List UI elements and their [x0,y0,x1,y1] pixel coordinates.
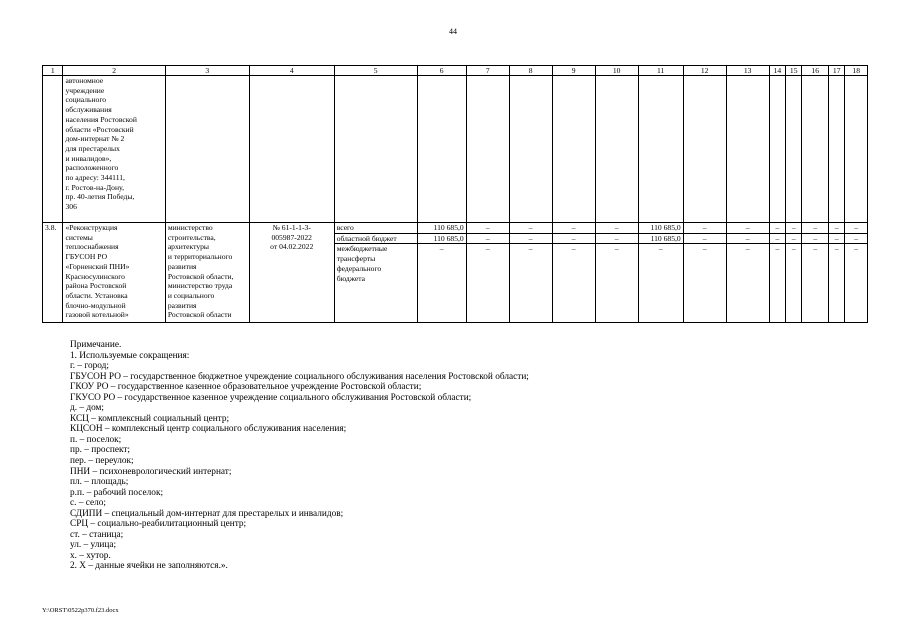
abbreviation-line: КЦСОН – комплексный центр социального обслуживания населения; [70,424,347,435]
value-cell: – [726,244,769,323]
abbreviation-line: ГБУСОН РО – государственное бюджетное учреждение социального обслуживания населения Ростовской области; [70,371,529,382]
value-cell: – [509,223,552,234]
value-cell: – [552,233,595,244]
value-cell: – [769,244,785,323]
col-header: 9 [552,66,595,76]
col-header: 3 [165,66,249,76]
col-header: 1 [43,66,63,76]
abbreviation-line: д. – дом; [70,403,105,414]
col-header: 11 [638,66,683,76]
value-cell: – [552,223,595,234]
object-name-cell: автономное учреждение социального обслуживания населения Ростовской области «Ростовский дом-интернат № 2 для престарелых и инвалидов», расположенного по адресу: 344111, г. Ростов-на-Дону, пр. 40-летия Победы, 306 [63,76,165,223]
value-cell: – [769,223,785,234]
value-cell: – [802,244,829,323]
value-cell: – [417,244,466,323]
file-path-footer: Y:\ORST\0522p370.f23.docx [42,607,119,614]
notes-section [70,340,850,572]
value-cell: – [509,244,552,323]
abbreviation-line: пл. – площадь; [70,477,129,488]
value-cell: – [595,233,638,244]
value-cell: – [466,223,509,234]
abbreviation-line: СРЦ – социально-реабилитационный центр; [70,519,247,530]
abbreviation-line: СДИПИ – специальный дом-интернат для престарелых и инвалидов; [70,508,344,519]
value-cell: – [683,233,726,244]
value-cell: – [595,244,638,323]
notes-title: Примечание. [70,340,122,350]
col-header: 18 [845,66,868,76]
executor-cell: министерство строительства, архитектуры и территориального развития Ростовской области, министерство труда и социального развития Ростовской области [165,223,249,323]
col-header: 12 [683,66,726,76]
abbreviation-line: пер. – переулок; [70,456,134,467]
col-header: 15 [786,66,802,76]
object-name-cell: «Реконструкция системы теплоснабжения ГБУСОН РО «Горненский ПНИ» Красносулинского района Ростовской области. Установка блочно-модульной газовой котельной» [63,223,165,323]
col-header: 5 [334,66,417,76]
notes-item-1: 1. Используемые сокращения: [70,350,190,361]
row-number: 3.8. [43,223,63,323]
value-cell: 110 685,0 [417,223,466,234]
col-header: 10 [595,66,638,76]
value-cell: – [595,223,638,234]
value-cell: – [466,233,509,244]
abbreviation-line: ГКОУ РО – государственное казенное образовательное учреждение Ростовской области; [70,382,422,393]
value-cell: – [683,244,726,323]
value-cell: 110 685,0 [638,233,683,244]
value-cell: – [786,244,802,323]
value-cell: – [829,223,845,234]
abbreviation-line: г. – город; [70,361,109,372]
data-table [42,65,868,323]
source-cell: межбюджетные трансферты федерального бюджета [334,244,417,323]
header-row [43,66,868,76]
col-header: 4 [249,66,334,76]
value-cell: – [769,233,785,244]
value-cell: 110 685,0 [417,233,466,244]
abbreviation-line: КСЦ – комплексный социальный центр; [70,413,230,424]
abbreviation-line: ПНИ – психоневрологический интернат; [70,466,232,477]
abbreviation-line: ГКУСО РО – государственное казенное учреждение социального обслуживания Ростовской области; [70,392,472,403]
abbreviation-line: ул. – улица; [70,540,117,551]
value-cell: – [638,244,683,323]
value-cell: – [802,223,829,234]
col-header: 7 [466,66,509,76]
col-header: 13 [726,66,769,76]
value-cell: – [845,223,868,234]
value-cell: – [829,233,845,244]
value-cell: – [802,233,829,244]
notes-item-2: 2. Х – данные ячейки не заполняются.». [70,561,228,572]
value-cell: – [845,244,868,323]
value-cell: – [466,244,509,323]
value-cell: 110 685,0 [638,223,683,234]
col-header: 17 [829,66,845,76]
col-header: 16 [802,66,829,76]
value-cell: – [786,223,802,234]
value-cell: – [509,233,552,244]
table-row-3-8-total [43,223,868,234]
value-cell: – [829,244,845,323]
abbreviation-line: х. – хутор. [70,550,111,561]
abbreviation-line: ст. – станица; [70,529,124,540]
value-cell: – [786,233,802,244]
abbreviation-line: пр. – проспект; [70,445,131,456]
source-cell: всего [334,223,417,234]
table-row-continued [43,76,868,223]
abbreviation-line: р.п. – рабочий поселок; [70,487,164,498]
abbreviation-line: п. – поселок; [70,434,122,445]
value-cell: – [552,244,595,323]
value-cell: – [683,223,726,234]
abbreviation-line: с. – село; [70,498,106,509]
page-number: 44 [449,27,457,36]
col-header: 8 [509,66,552,76]
col-header: 2 [63,66,165,76]
value-cell: – [726,223,769,234]
col-header: 6 [417,66,466,76]
col-header: 14 [769,66,785,76]
source-cell: областной бюджет [334,233,417,244]
value-cell: – [726,233,769,244]
document-cell: № 61-1-1-3- 005987-2022 от 04.02.2022 [249,223,334,323]
value-cell: – [845,233,868,244]
